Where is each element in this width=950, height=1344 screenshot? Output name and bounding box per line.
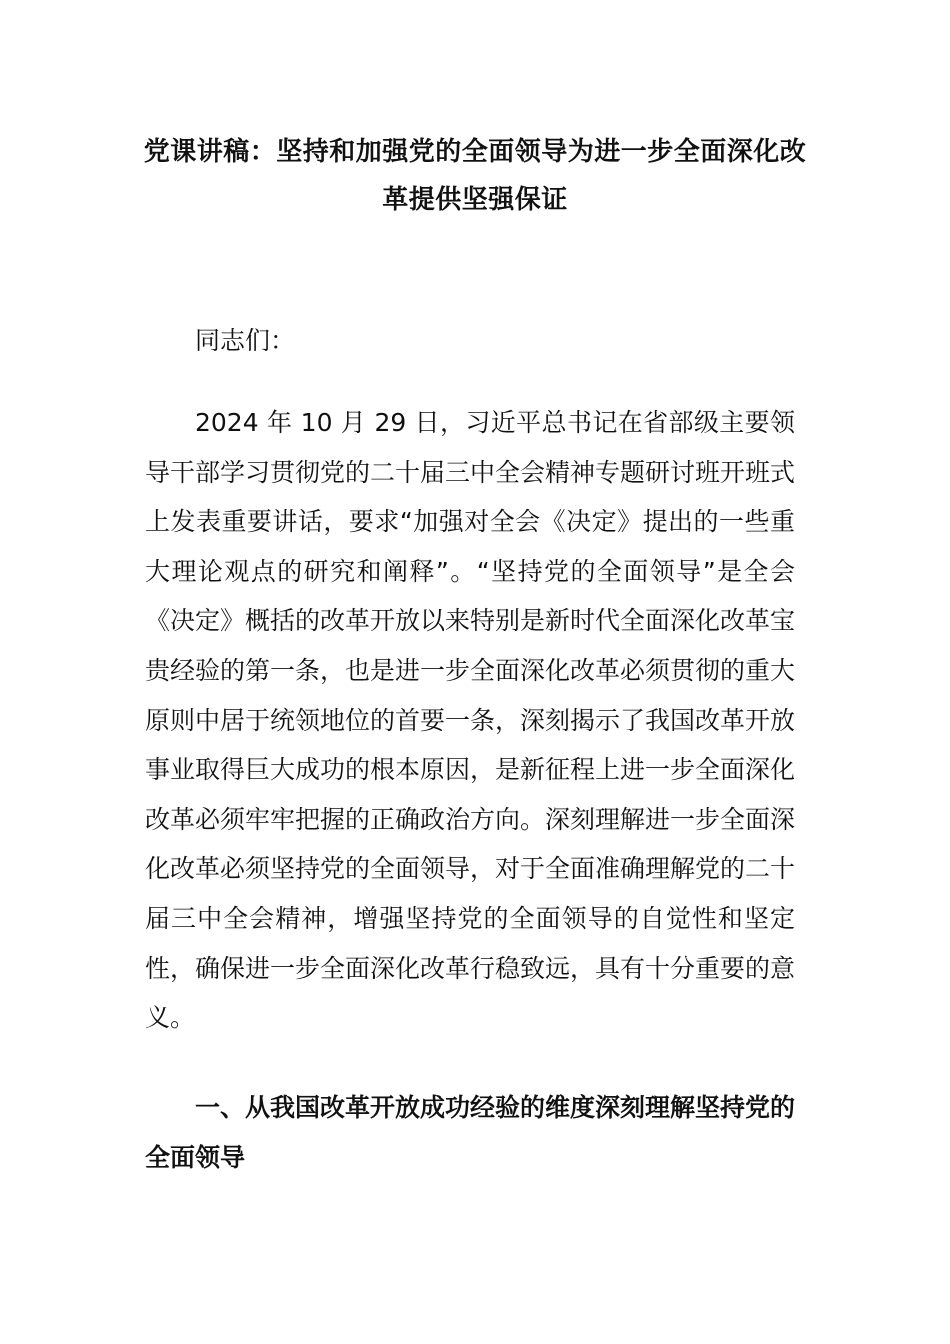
- salutation: 同志们：: [195, 326, 296, 355]
- paragraph-1: 2024 年 10 月 29 日，习近平总书记在省部级主要领导干部学习贯彻党的二十届三中全会精神专题研讨班开班式上发表重要讲话，要求“加强对全会《决定》提出的一些重大理论观点的研究和阐释”。“坚持党的全面领导”是全会《决定》概括的改革开放以来特别是新时代全面深化改革宝贵经验的第一条，也是进一步全面深化改革必须贯彻的重大原则中居于统领地位的首要一条，深刻揭示了我国改革开放事业取得巨大成功的根本原因，是新征程上进一步全面深化改革必须牢牢把握的正确政治方向。深刻理解进一步全面深化改革必须坚持党的全面领导，对于全面准确理解党的二十届三中全会精神，增强坚持党的全面领导的自觉性和坚定性，确保进一步全面深化改革行稳致远，具有十分重要的意义。: [145, 408, 796, 1033]
- title-line-1: 党课讲稿：坚持和加强党的全面领导为进一步全面深化改: [143, 137, 807, 167]
- section-heading-1: 一、从我国改革开放成功经验的维度深刻理解坚持党的全面领导: [145, 1093, 796, 1172]
- title-line-2: 革提供坚强保证: [382, 185, 568, 215]
- document-title: [140, 128, 810, 224]
